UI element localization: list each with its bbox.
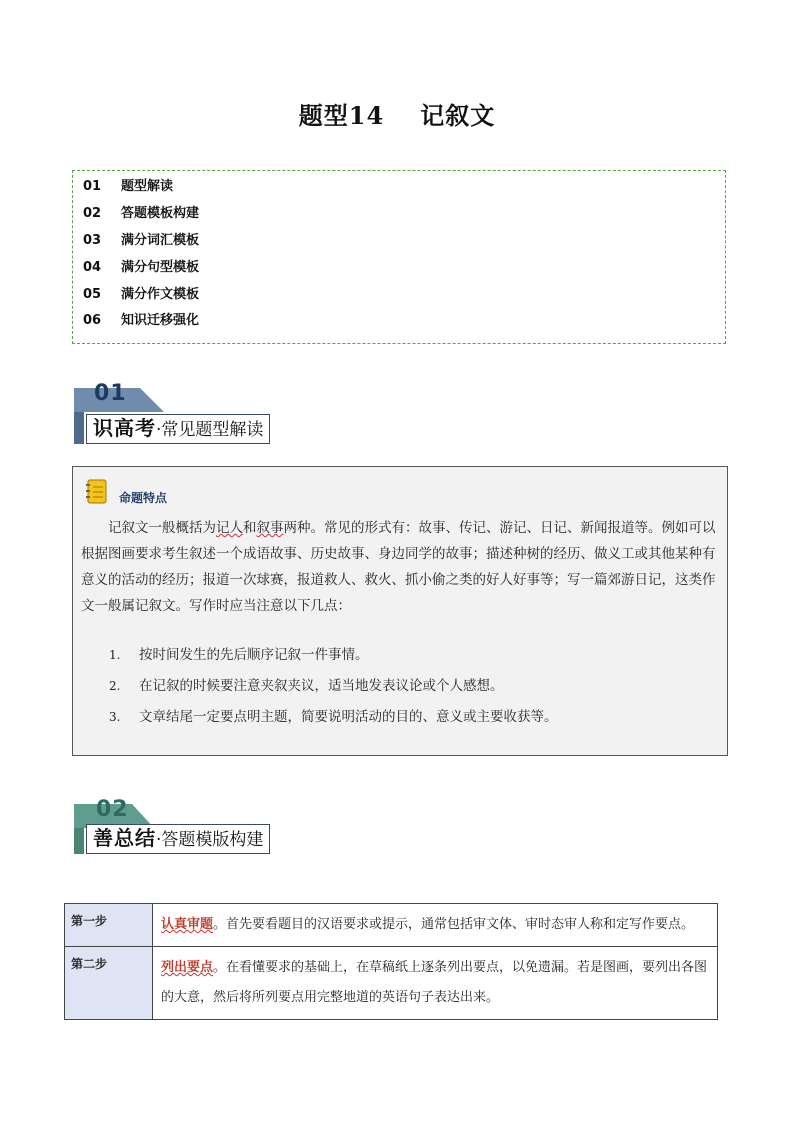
list-item — [109, 676, 504, 696]
section-title-main: 识高考 — [93, 416, 156, 440]
toc-item[interactable] — [83, 204, 199, 224]
table-row — [65, 947, 718, 1020]
section-header-2 — [74, 794, 310, 858]
para-underlined: 叙事 — [256, 520, 284, 536]
step-body — [153, 904, 718, 947]
toc-label: 满分词汇模板 — [121, 233, 200, 248]
toc-label: 满分句型模板 — [121, 260, 200, 275]
section-number: 02 — [96, 797, 129, 822]
title-right: 记叙文 — [420, 101, 496, 130]
notebook-icon — [85, 479, 109, 505]
toc-label: 答题模板构建 — [121, 206, 200, 221]
step-text: 。在看懂要求的基础上，在草稿纸上逐条列出要点，以免遗漏。若是图画，要列出各图的大意，然后将所列要点用完整地道的英语句子表达出来。 — [161, 960, 708, 1005]
toc-item[interactable] — [83, 285, 199, 305]
list-text: 文章结尾一定要点明主题，简要说明活动的目的、意义或主要收获等。 — [139, 709, 558, 725]
toc-label: 题型解读 — [121, 179, 174, 194]
title-left: 题型14 — [298, 101, 385, 130]
list-text: 在记叙的时候要注意夹叙夹议，适当地发表议论或个人感想。 — [139, 678, 504, 694]
steps-table — [64, 903, 718, 1020]
step-label: 第一步 — [65, 904, 153, 947]
toc-num: 05 — [83, 287, 102, 302]
list-number: 3. — [109, 710, 121, 724]
toc-num: 02 — [83, 206, 102, 221]
para-underlined: 记人 — [216, 520, 243, 536]
panel-title: 命题特点 — [119, 491, 168, 505]
section-title-sub: ·答题模版构建 — [156, 830, 264, 850]
section-title — [86, 414, 270, 444]
toc-item[interactable] — [83, 258, 199, 278]
toc-num: 03 — [83, 233, 102, 248]
toc-item[interactable] — [83, 231, 199, 251]
step-text: 。首先要看题目的汉语要求或提示，通常包括审文体、审时态审人称和定写作要点。 — [213, 917, 695, 932]
step-key: 列出要点 — [161, 960, 214, 975]
toc-num: 04 — [83, 260, 102, 275]
section-header-1 — [74, 378, 288, 448]
section-title — [86, 824, 270, 854]
table-row — [65, 904, 718, 947]
list-item — [109, 645, 369, 665]
list-number: 2. — [109, 679, 121, 693]
list-item — [109, 707, 558, 727]
para-text: 和 — [243, 520, 257, 536]
toc-item[interactable] — [83, 311, 199, 331]
list-text: 按时间发生的先后顺序记叙一件事情。 — [139, 647, 369, 663]
step-body — [153, 947, 718, 1020]
feature-panel — [72, 466, 728, 756]
panel-paragraph — [81, 515, 721, 619]
page-title — [0, 96, 794, 131]
toc-label: 满分作文模板 — [121, 287, 200, 302]
para-text: 两种。常见的形式有：故事、传记、游记、日记、新闻报道等。例如可以根据图画要求考生叙述一个成语故事、历史故事、身边同学的故事；描述种树的经历、做义工或其他某种有意义的活动的经历；报道一次球赛，报道救人、救火、抓小偷之类的好人好事等；写一篇郊游日记，这类作文一般属记叙文。写作时应当注意以下几点： — [81, 520, 716, 614]
section-title-sub: ·常见题型解读 — [156, 420, 264, 440]
toc-num: 06 — [83, 313, 102, 328]
para-text: 记叙文一般概括为 — [108, 520, 216, 536]
toc-item[interactable] — [83, 177, 173, 197]
toc-label: 知识迁移强化 — [121, 313, 200, 328]
list-number: 1. — [109, 648, 121, 662]
toc-num: 01 — [83, 179, 102, 194]
section-title-main: 善总结 — [93, 826, 156, 850]
step-label: 第二步 — [65, 947, 153, 1020]
section-number: 01 — [94, 381, 127, 406]
table-of-contents — [72, 170, 726, 344]
step-key: 认真审题 — [161, 917, 214, 932]
